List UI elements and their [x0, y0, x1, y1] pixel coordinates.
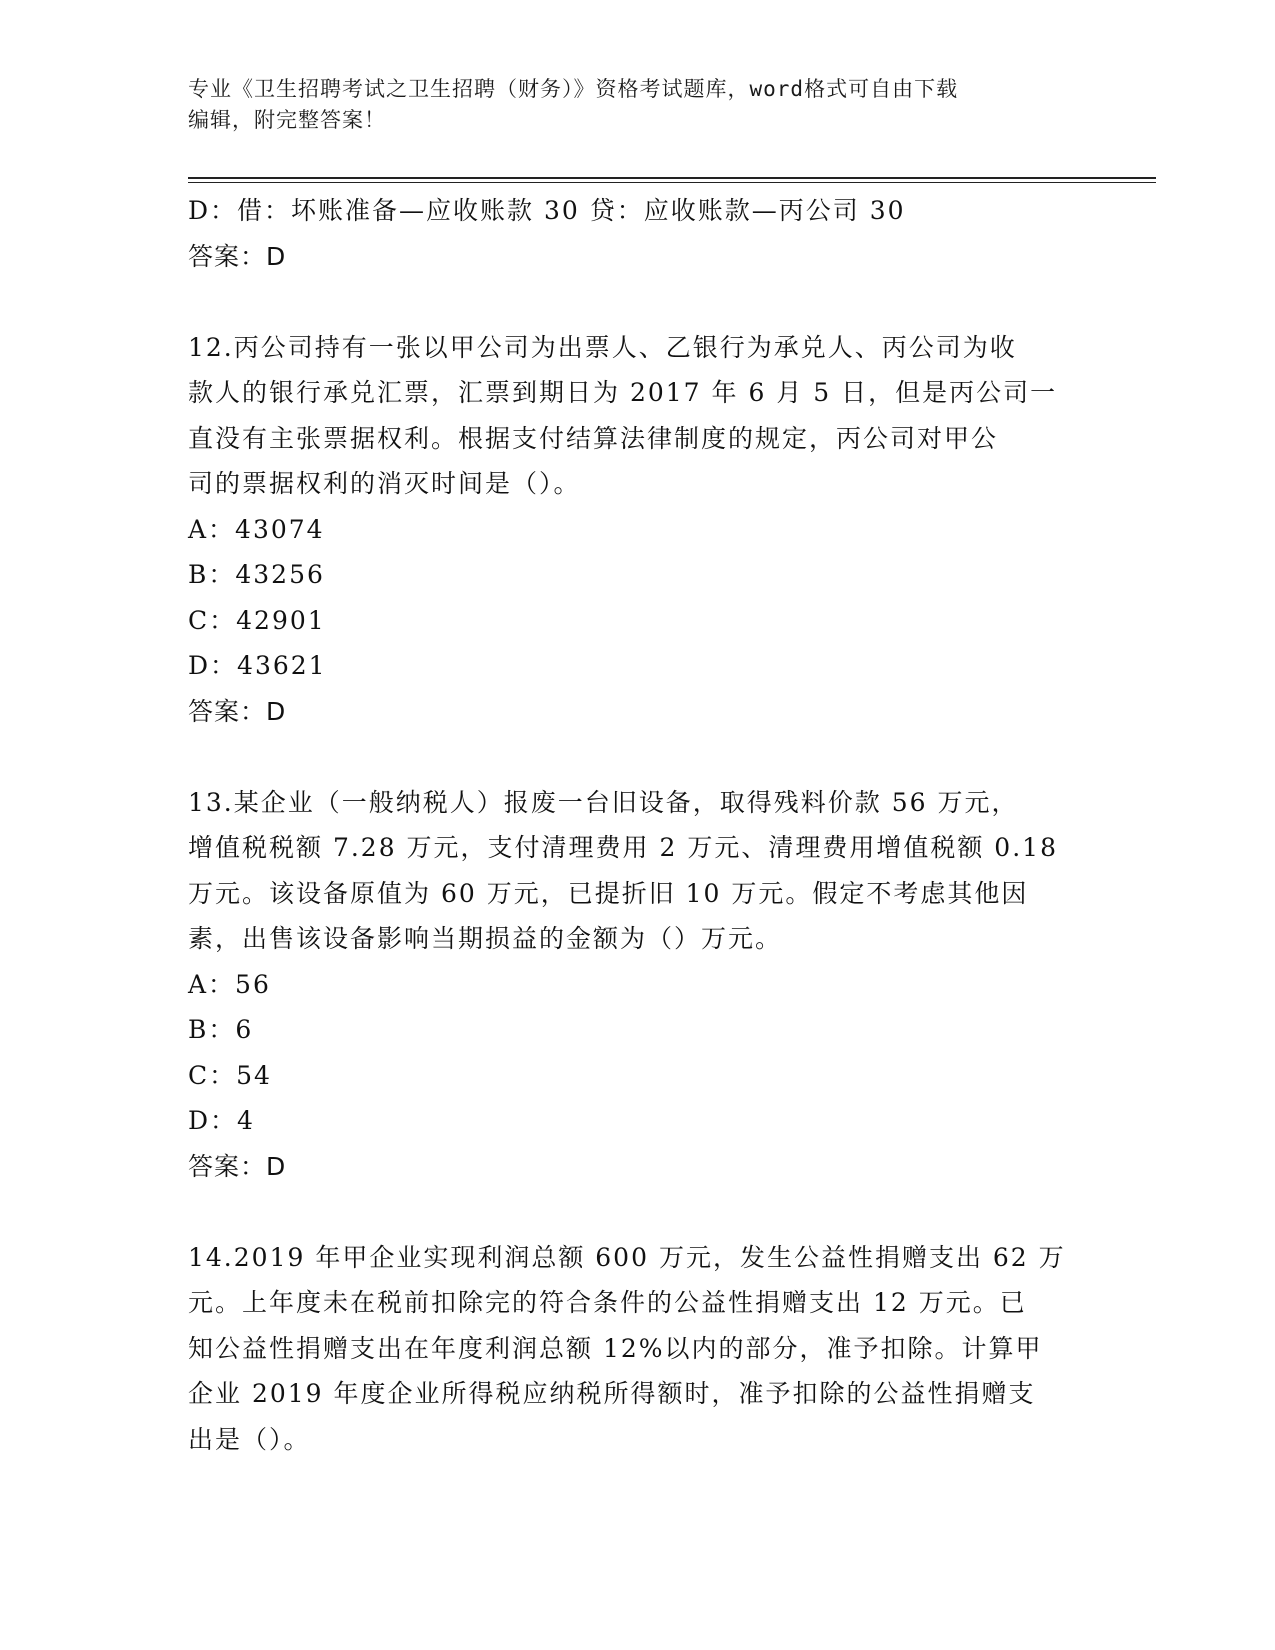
stem-line: 12.丙公司持有一张以甲公司为出票人、乙银行为承兑人、丙公司为收: [188, 332, 1017, 362]
stem-line: 元。上年度未在税前扣除完的符合条件的公益性捐赠支出 12 万元。已: [188, 1288, 1027, 1317]
question-13: [188, 780, 1088, 1190]
stem-line: 企业 2019 年度企业所得税应纳税所得额时，准予扣除的公益性捐赠支: [188, 1379, 1036, 1408]
stem-line: 增值税税额 7.28 万元，支付清理费用 2 万元、清理费用增值税额 0.18: [188, 833, 1058, 862]
spacer: [188, 279, 1088, 325]
stem-line: 素，出售该设备影响当期损益的金额为（）万元。: [188, 924, 783, 953]
option-b: B：6: [188, 1015, 254, 1044]
question-stem: [188, 325, 1088, 507]
header-line-1: 专业《卫生招聘考试之卫生招聘（财务）》资格考试题库，word格式可自由下载: [188, 77, 959, 101]
stem-line: 万元。该设备原值为 60 万元，已提折旧 10 万元。假定不考虑其他因: [188, 878, 1029, 908]
question-12: [188, 325, 1088, 735]
option-d: D：4: [188, 1106, 255, 1135]
option-a: A：56: [188, 969, 271, 999]
question-stem: [188, 1235, 1088, 1463]
stem-line: 14.2019 年甲企业实现利润总额 600 万元，发生公益性捐赠支出 62 万: [188, 1242, 1066, 1272]
answer-line: 答案：D: [188, 241, 287, 271]
document-header: [188, 74, 1088, 136]
option-c: C：54: [188, 1060, 272, 1090]
question-14: [188, 1235, 1088, 1463]
stem-line: 出是（）。: [188, 1424, 311, 1454]
stem-line: 司的票据权利的消灭时间是（）。: [188, 469, 581, 498]
option-c: C：42901: [188, 605, 326, 635]
previous-question-tail: [188, 188, 1088, 279]
option-a: A：43074: [188, 514, 325, 544]
stem-line: 直没有主张票据权利。根据支付结算法律制度的规定，丙公司对甲公: [188, 423, 999, 453]
header-divider-thin: [188, 182, 1156, 183]
answer-line: 答案：D: [188, 1151, 287, 1181]
document-body: [188, 188, 1088, 1462]
stem-line: 款人的银行承兑汇票，汇票到期日为 2017 年 6 月 5 日，但是丙公司一: [188, 378, 1058, 407]
option-d: D：借：坏账准备—应收账款 30 贷：应收账款—丙公司 30: [188, 196, 906, 225]
option-d: D：43621: [188, 651, 327, 680]
stem-line: 知公益性捐赠支出在年度利润总额 12%以内的部分，准予扣除。计算甲: [188, 1333, 1043, 1363]
header-line-2: 编辑，附完整答案！: [188, 108, 386, 132]
spacer: [188, 734, 1088, 780]
option-b: B：43256: [188, 560, 325, 589]
answer-line: 答案：D: [188, 696, 287, 726]
spacer: [188, 1189, 1088, 1235]
header-divider-thick: [188, 177, 1156, 179]
question-stem: [188, 780, 1088, 962]
stem-line: 13.某企业（一般纳税人）报废一台旧设备，取得残料价款 56 万元，: [188, 787, 1019, 817]
